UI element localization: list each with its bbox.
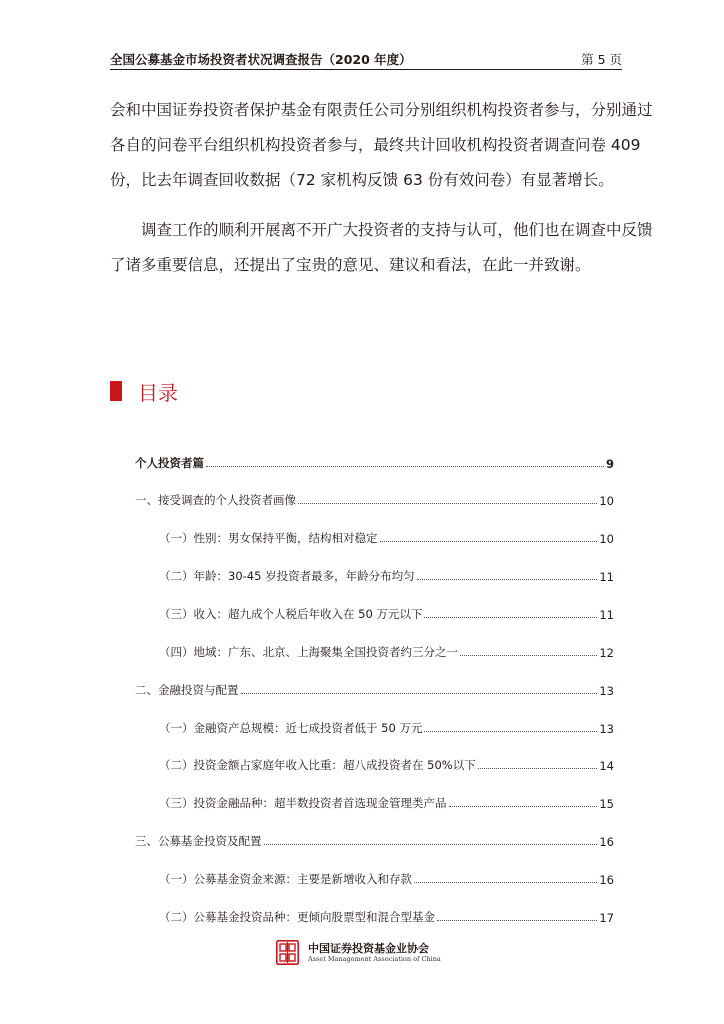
thanks-paragraph xyxy=(110,213,653,283)
toc-entry-page: 12 xyxy=(599,646,614,660)
toc-leader-dots xyxy=(417,579,598,580)
toc-entry-title: 个人投资者篇 xyxy=(135,456,204,470)
intro-paragraph xyxy=(110,93,653,198)
toc-entry-page: 15 xyxy=(599,797,614,811)
toc-entry-title: （三）投资金融品种：超半数投资者首选现金管理类产品 xyxy=(159,796,447,810)
toc-entry[interactable] xyxy=(135,447,614,471)
toc-entry-page: 16 xyxy=(599,873,614,887)
toc-leader-dots xyxy=(478,768,598,769)
toc-entry-title: （二）公募基金投资品种：更倾向股票型和混合型基金 xyxy=(159,910,435,924)
toc-leader-dots xyxy=(424,731,597,732)
toc-entry[interactable] xyxy=(135,484,614,508)
page-number: 第 5 页 xyxy=(581,52,622,67)
toc-entry[interactable] xyxy=(159,522,614,546)
org-name-en: Asset Management Association of China xyxy=(308,955,441,963)
toc-entry-page: 13 xyxy=(599,684,614,698)
paragraph-line: 了诸多重要信息，还提出了宝贵的意见、建议和看法，在此一并致谢。 xyxy=(110,256,591,274)
toc-entry[interactable] xyxy=(135,825,614,849)
toc-leader-dots xyxy=(460,655,597,656)
paragraph-line: 各自的问卷平台组织机构投资者参与，最终共计回收机构投资者调查问卷 409 xyxy=(110,136,641,154)
toc-leader-dots xyxy=(298,503,597,504)
toc-entry-page: 10 xyxy=(599,494,614,508)
amac-logo-icon xyxy=(276,940,299,965)
toc-entry-page: 11 xyxy=(599,570,614,584)
toc-entry-title: （四）地域：广东、北京、上海聚集全国投资者约三分之一 xyxy=(159,645,458,659)
org-name-cn: 中国证券投资基金业协会 xyxy=(308,942,429,955)
toc-entry-title: 一、接受调查的个人投资者画像 xyxy=(135,493,296,507)
toc-entry-title: （三）收入：超九成个人税后年收入在 50 万元以下 xyxy=(159,607,423,621)
toc-entry-page: 16 xyxy=(599,835,614,849)
toc-entry-title: 二、金融投资与配置 xyxy=(135,683,239,697)
toc-entry-page: 10 xyxy=(599,532,614,546)
paragraph-line: 会和中国证券投资者保护基金有限责任公司分别组织机构投资者参与，分别通过 xyxy=(110,101,653,119)
toc-entry[interactable] xyxy=(159,598,614,622)
toc-entry-page: 14 xyxy=(599,759,614,773)
toc-entry-title: （一）公募基金资金来源：主要是新增收入和存款 xyxy=(159,872,412,886)
toc-entry[interactable] xyxy=(159,749,614,773)
toc-entry-page: 11 xyxy=(599,608,614,622)
toc-entry-title: （二）年龄：30-45 岁投资者最多，年龄分布均匀 xyxy=(159,569,415,583)
toc-entry-title: 三、公募基金投资及配置 xyxy=(135,834,262,848)
toc-entry[interactable] xyxy=(135,674,614,698)
paragraph-line: 调查工作的顺利开展离不开广大投资者的支持与认可，他们也在调查中反馈 xyxy=(141,221,653,239)
toc-entry-title: （二）投资金额占家庭年收入比重：超八成投资者在 50%以下 xyxy=(159,758,476,772)
toc-entry[interactable] xyxy=(159,901,614,925)
page-header xyxy=(110,49,622,70)
toc-entry-title: （一）性别：男女保持平衡，结构相对稳定 xyxy=(159,531,378,545)
toc-leader-dots xyxy=(424,617,597,618)
toc-entry-page: 13 xyxy=(599,722,614,736)
toc-leader-dots xyxy=(264,844,598,845)
toc-leader-dots xyxy=(380,541,598,542)
toc-entry[interactable] xyxy=(159,863,614,887)
toc-title: 目录 xyxy=(138,381,178,405)
toc-entry-title: （一）金融资产总规模：近七成投资者低于 50 万元 xyxy=(159,721,423,735)
paragraph-line: 份，比去年调查回收数据（72 家机构反馈 63 份有效问卷）有显著增长。 xyxy=(110,171,614,189)
toc-entry[interactable] xyxy=(159,712,614,736)
toc-leader-dots xyxy=(437,920,597,921)
toc-entry[interactable] xyxy=(159,636,614,660)
toc-leader-dots xyxy=(449,806,598,807)
toc-leader-dots xyxy=(414,882,597,883)
toc-entry-page: 17 xyxy=(599,911,614,925)
toc-entry[interactable] xyxy=(159,787,614,811)
report-title: 全国公募基金市场投资者状况调查报告（2020 年度） xyxy=(110,52,412,67)
toc-leader-dots xyxy=(206,466,604,467)
heading-marker xyxy=(110,381,122,401)
toc-entry-page: 9 xyxy=(605,457,614,471)
toc-entry[interactable] xyxy=(159,560,614,584)
toc-leader-dots xyxy=(241,693,598,694)
